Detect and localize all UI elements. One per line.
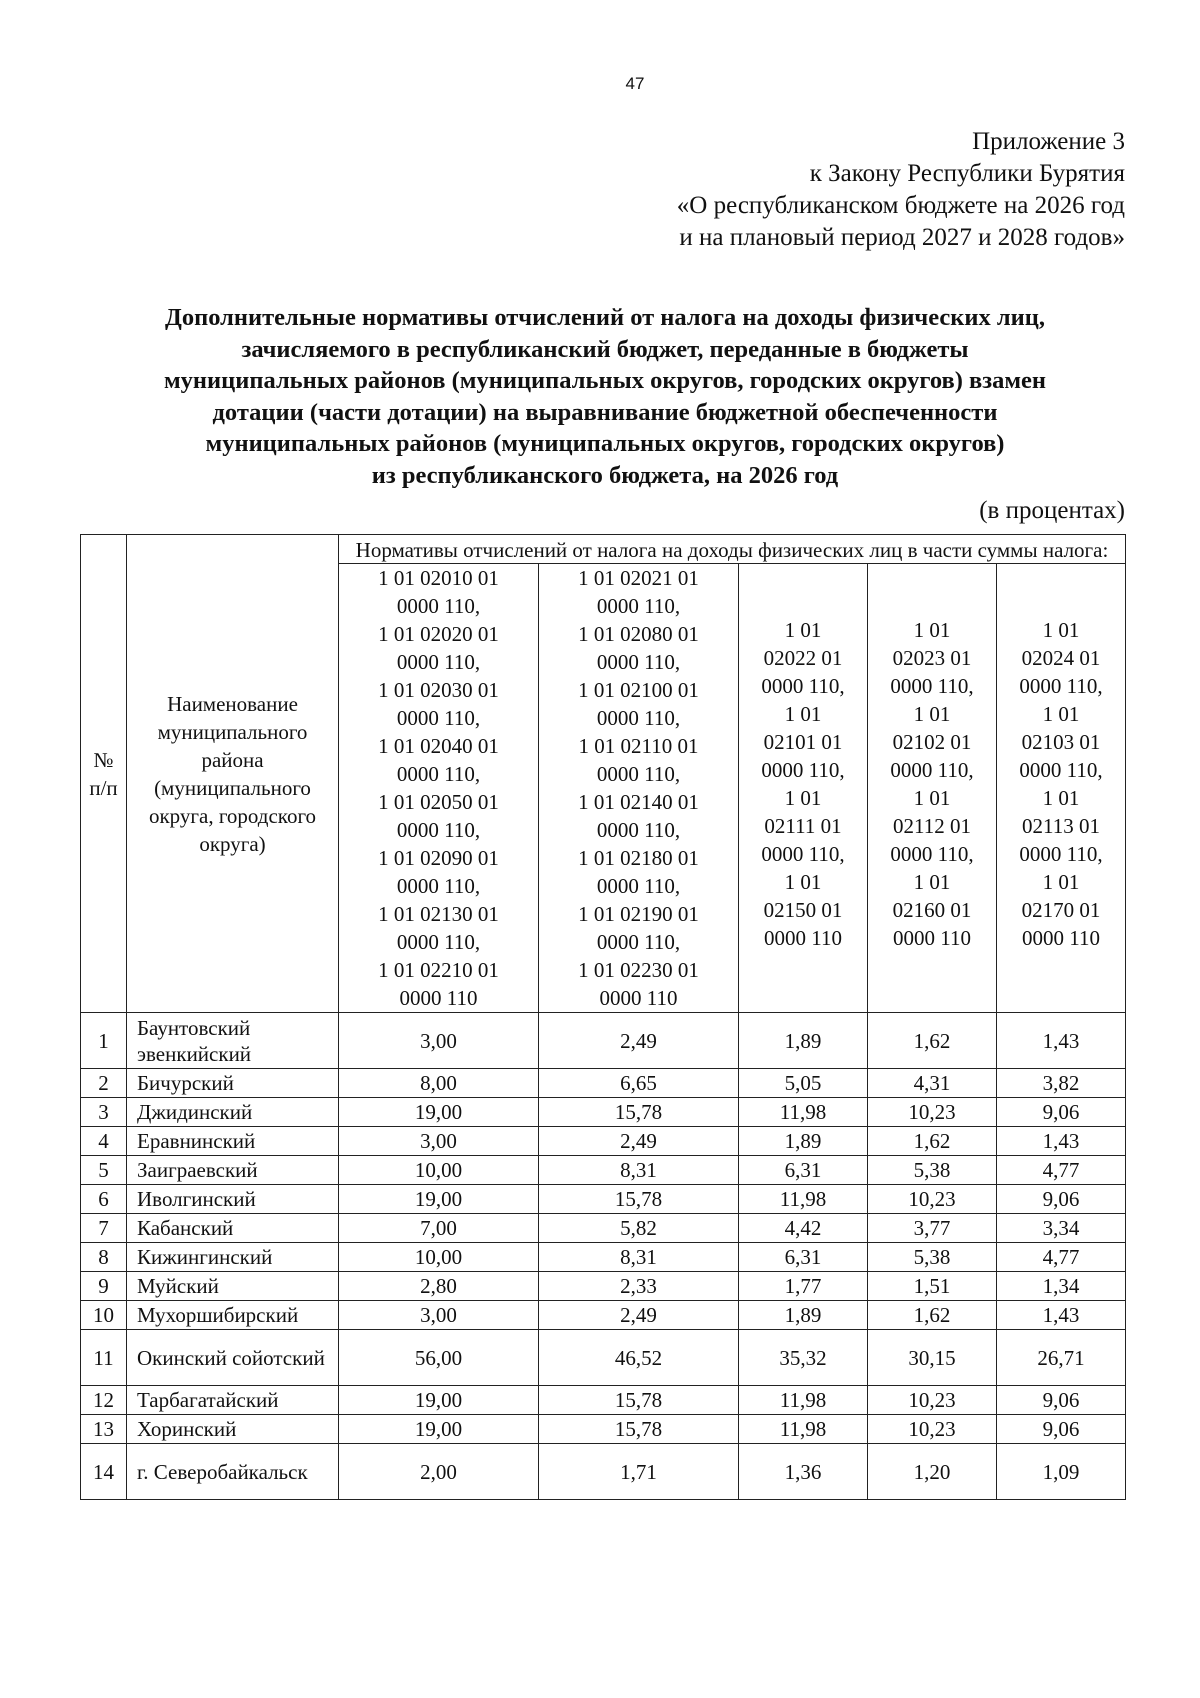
code-line: 02150 01	[763, 898, 843, 922]
row-value: 19,00	[339, 1098, 539, 1127]
code-line: 0000 110,	[396, 818, 481, 842]
code-line: 0000 110,	[396, 650, 481, 674]
code-line: 0000 110	[764, 926, 842, 950]
header-num: № п/п	[81, 535, 127, 1013]
code-line: 0000 110,	[396, 594, 481, 618]
title-line: из республиканского бюджета, на 2026 год	[371, 461, 839, 489]
code-line: 0000 110,	[596, 706, 681, 730]
table-row	[81, 1013, 1126, 1069]
row-num: 14	[81, 1444, 127, 1500]
row-value: 1,34	[997, 1272, 1126, 1301]
row-value: 1,62	[868, 1013, 997, 1069]
appendix-line: к Закону Республики Бурятия	[809, 160, 1125, 187]
title-line: Дополнительные нормативы отчислений от налога на доходы физических лиц,	[164, 304, 1046, 331]
code-line: 1 01	[784, 702, 822, 726]
row-value: 1,62	[868, 1127, 997, 1156]
table-row	[81, 1214, 1126, 1243]
row-name: Кабанский	[127, 1214, 339, 1243]
row-value: 15,78	[539, 1098, 739, 1127]
row-value: 2,33	[539, 1272, 739, 1301]
row-value: 1,89	[739, 1301, 868, 1330]
header-code-cell	[868, 564, 997, 1013]
table-row	[81, 1444, 1126, 1500]
row-name: Муйский	[127, 1272, 339, 1301]
row-value: 8,31	[539, 1243, 739, 1272]
row-value: 10,23	[868, 1185, 997, 1214]
code-line: 02170 01	[1021, 898, 1101, 922]
document-title	[80, 302, 1130, 491]
row-num: 8	[81, 1243, 127, 1272]
row-value: 1,43	[997, 1127, 1126, 1156]
row-value: 15,78	[539, 1415, 739, 1444]
code-line: 1 01	[913, 702, 951, 726]
code-line: 1 01 02110 01	[578, 734, 699, 758]
row-num: 5	[81, 1156, 127, 1185]
row-value: 4,77	[997, 1243, 1126, 1272]
row-value: 2,49	[539, 1013, 739, 1069]
table-row	[81, 1415, 1126, 1444]
header-code-cell	[739, 564, 868, 1013]
row-num: 4	[81, 1127, 127, 1156]
table-row	[81, 1127, 1126, 1156]
code-line: 0000 110,	[890, 758, 974, 782]
code-line: 0000 110,	[1019, 842, 1103, 866]
row-name: Бичурский	[127, 1069, 339, 1098]
row-value: 5,38	[868, 1156, 997, 1185]
table-row	[81, 1185, 1126, 1214]
code-line: 0000 110,	[596, 650, 681, 674]
row-value: 15,78	[539, 1185, 739, 1214]
row-name: Кижингинский	[127, 1243, 339, 1272]
code-line: 0000 110,	[596, 818, 681, 842]
row-name: Хоринский	[127, 1415, 339, 1444]
row-num: 6	[81, 1185, 127, 1214]
row-num: 13	[81, 1415, 127, 1444]
title-line: муниципальных районов (муниципальных округов, городских округов)	[205, 430, 1005, 457]
header-code-cell	[997, 564, 1126, 1013]
row-name: Заиграевский	[127, 1156, 339, 1185]
row-value: 56,00	[339, 1330, 539, 1386]
row-value: 46,52	[539, 1330, 739, 1386]
row-value: 3,82	[997, 1069, 1126, 1098]
code-line: 0000 110	[399, 986, 478, 1010]
code-line: 0000 110,	[596, 874, 681, 898]
row-value: 3,00	[339, 1301, 539, 1330]
row-value: 9,06	[997, 1185, 1126, 1214]
code-line: 1 01 02050 01	[378, 790, 499, 814]
row-value: 4,77	[997, 1156, 1126, 1185]
row-value: 30,15	[868, 1330, 997, 1386]
code-line: 02111 01	[764, 814, 842, 838]
row-value: 2,49	[539, 1301, 739, 1330]
row-value: 4,31	[868, 1069, 997, 1098]
code-line: 1 01	[1042, 702, 1080, 726]
row-value: 2,49	[539, 1127, 739, 1156]
row-value: 6,31	[739, 1243, 868, 1272]
row-num: 3	[81, 1098, 127, 1127]
row-value: 9,06	[997, 1386, 1126, 1415]
row-value: 1,36	[739, 1444, 868, 1500]
table-row	[81, 1272, 1126, 1301]
code-line: 0000 110,	[396, 874, 481, 898]
code-line: 0000 110,	[596, 594, 681, 618]
row-value: 10,23	[868, 1098, 997, 1127]
page-number: 47	[625, 74, 645, 93]
row-value: 9,06	[997, 1098, 1126, 1127]
table-row	[81, 1243, 1126, 1272]
row-value: 11,98	[739, 1386, 868, 1415]
row-value: 10,00	[339, 1156, 539, 1185]
row-name: Баунтовский эвенкийский	[127, 1013, 339, 1069]
code-line: 02024 01	[1021, 646, 1101, 670]
code-line: 1 01	[784, 870, 822, 894]
code-line: 1 01 02230 01	[578, 958, 699, 982]
title-line: зачисляемого в республиканский бюджет, переданные в бюджеты	[241, 335, 969, 363]
row-value: 1,43	[997, 1013, 1126, 1069]
row-num: 9	[81, 1272, 127, 1301]
code-line: 0000 110,	[396, 930, 481, 954]
row-value: 1,20	[868, 1444, 997, 1500]
norms-table	[80, 534, 1126, 1500]
row-name: г. Северобайкальск	[127, 1444, 339, 1500]
code-line: 0000 110,	[890, 674, 974, 698]
row-value: 3,34	[997, 1214, 1126, 1243]
row-value: 5,38	[868, 1243, 997, 1272]
code-line: 1 01	[913, 870, 951, 894]
table-row	[81, 1156, 1126, 1185]
code-line: 1 01	[1042, 870, 1080, 894]
row-num: 1	[81, 1013, 127, 1069]
row-value: 11,98	[739, 1098, 868, 1127]
row-value: 19,00	[339, 1386, 539, 1415]
appendix-line: «О республиканском бюджете на 2026 год	[676, 192, 1125, 219]
row-value: 6,31	[739, 1156, 868, 1185]
code-line: 0000 110	[599, 986, 678, 1010]
row-value: 35,32	[739, 1330, 868, 1386]
row-value: 1,77	[739, 1272, 868, 1301]
row-value: 4,42	[739, 1214, 868, 1243]
table-row	[81, 1301, 1126, 1330]
table-row	[81, 1330, 1126, 1386]
row-value: 10,23	[868, 1386, 997, 1415]
code-line: 1 01	[784, 786, 822, 810]
row-num: 12	[81, 1386, 127, 1415]
code-line: 1 01	[1042, 786, 1080, 810]
code-line: 1 01 02020 01	[378, 622, 499, 646]
code-line: 1 01 02030 01	[378, 678, 499, 702]
row-value: 3,77	[868, 1214, 997, 1243]
code-line: 02023 01	[892, 646, 972, 670]
row-value: 1,62	[868, 1301, 997, 1330]
row-num: 7	[81, 1214, 127, 1243]
row-name: Мухоршибирский	[127, 1301, 339, 1330]
row-value: 26,71	[997, 1330, 1126, 1386]
row-value: 1,43	[997, 1301, 1126, 1330]
row-value: 19,00	[339, 1415, 539, 1444]
code-line: 02160 01	[892, 898, 972, 922]
code-line: 02022 01	[763, 646, 843, 670]
row-name: Джидинский	[127, 1098, 339, 1127]
code-line: 0000 110,	[761, 674, 845, 698]
appendix-reference	[425, 126, 1125, 254]
title-line: дотации (части дотации) на выравнивание бюджетной обеспеченности	[212, 398, 998, 426]
row-value: 6,65	[539, 1069, 739, 1098]
code-line: 1 01 02180 01	[578, 846, 699, 870]
code-line: 0000 110,	[1019, 674, 1103, 698]
header-code-cell	[339, 564, 539, 1013]
code-line: 1 01 02021 01	[578, 566, 699, 590]
row-value: 11,98	[739, 1185, 868, 1214]
row-num: 10	[81, 1301, 127, 1330]
code-line: 1 01 02190 01	[578, 902, 699, 926]
row-name: Тарбагатайский	[127, 1386, 339, 1415]
row-value: 7,00	[339, 1214, 539, 1243]
row-value: 15,78	[539, 1386, 739, 1415]
code-line: 02103 01	[1021, 730, 1101, 754]
code-line: 1 01 02140 01	[578, 790, 699, 814]
units-note: (в процентах)	[979, 497, 1125, 524]
code-line: 1 01 02210 01	[378, 958, 499, 982]
row-value: 8,31	[539, 1156, 739, 1185]
code-line: 0000 110,	[596, 930, 681, 954]
code-line: 1 01 02100 01	[578, 678, 699, 702]
row-value: 1,89	[739, 1127, 868, 1156]
row-name: Иволгинский	[127, 1185, 339, 1214]
row-value: 3,00	[339, 1013, 539, 1069]
code-line: 0000 110,	[596, 762, 681, 786]
code-line: 0000 110	[893, 926, 971, 950]
code-line: 02113 01	[1022, 814, 1100, 838]
code-line: 0000 110,	[890, 842, 974, 866]
row-value: 10,23	[868, 1415, 997, 1444]
row-value: 8,00	[339, 1069, 539, 1098]
code-line: 0000 110,	[761, 758, 845, 782]
row-num: 11	[81, 1330, 127, 1386]
code-line: 1 01	[913, 618, 951, 642]
code-line: 02112 01	[893, 814, 971, 838]
header-group: Нормативы отчислений от налога на доходы физических лиц в части суммы налога:	[339, 535, 1126, 564]
code-line: 0000 110	[1022, 926, 1100, 950]
row-value: 10,00	[339, 1243, 539, 1272]
code-line: 1 01	[913, 786, 951, 810]
row-value: 2,00	[339, 1444, 539, 1500]
row-value: 9,06	[997, 1415, 1126, 1444]
appendix-line: и на плановый период 2027 и 2028 годов»	[679, 224, 1125, 251]
code-line: 1 01	[1042, 618, 1080, 642]
table-row	[81, 1386, 1126, 1415]
code-line: 1 01 02090 01	[378, 846, 499, 870]
row-value: 1,51	[868, 1272, 997, 1301]
code-line: 0000 110,	[396, 706, 481, 730]
row-value: 5,05	[739, 1069, 868, 1098]
row-value: 1,71	[539, 1444, 739, 1500]
code-line: 1 01 02130 01	[378, 902, 499, 926]
row-name: Еравнинский	[127, 1127, 339, 1156]
code-line: 02101 01	[763, 730, 843, 754]
code-line: 0000 110,	[761, 842, 845, 866]
row-value: 2,80	[339, 1272, 539, 1301]
row-value: 5,82	[539, 1214, 739, 1243]
code-line: 0000 110,	[396, 762, 481, 786]
code-line: 02102 01	[892, 730, 972, 754]
table-body	[81, 1013, 1126, 1500]
title-line: муниципальных районов (муниципальных округов, городских округов) взамен	[163, 367, 1047, 394]
appendix-line: Приложение 3	[972, 128, 1125, 155]
code-line: 1 01	[784, 618, 822, 642]
table-row	[81, 1098, 1126, 1127]
row-value: 1,09	[997, 1444, 1126, 1500]
header-code-cell	[539, 564, 739, 1013]
code-line: 1 01 02080 01	[578, 622, 699, 646]
row-num: 2	[81, 1069, 127, 1098]
row-value: 1,89	[739, 1013, 868, 1069]
row-name: Окинский сойотский	[127, 1330, 339, 1386]
header-name: Наименование муниципального района (муниципального округа, городского округа)	[127, 535, 339, 1013]
table-row	[81, 1069, 1126, 1098]
row-value: 11,98	[739, 1415, 868, 1444]
code-line: 1 01 02010 01	[378, 566, 499, 590]
row-value: 3,00	[339, 1127, 539, 1156]
code-line: 1 01 02040 01	[378, 734, 499, 758]
row-value: 19,00	[339, 1185, 539, 1214]
code-line: 0000 110,	[1019, 758, 1103, 782]
